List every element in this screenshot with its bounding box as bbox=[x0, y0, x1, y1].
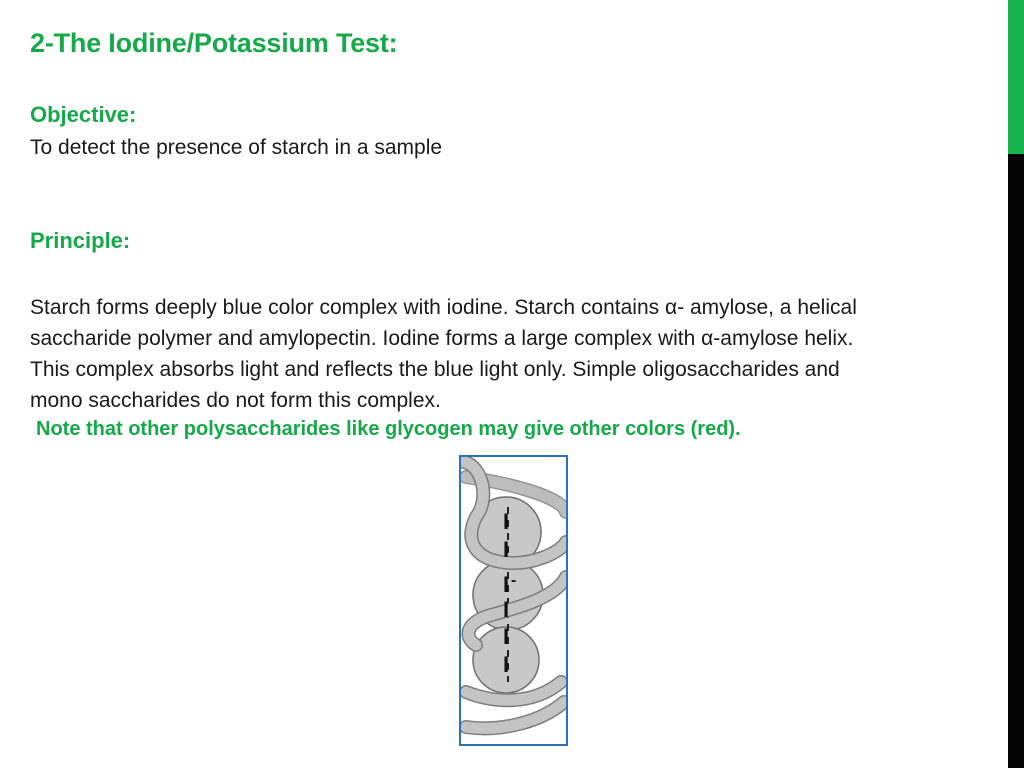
principle-line: Starch forms deeply blue color complex with iodine. Starch contains α- amylose, a helical bbox=[30, 296, 857, 319]
iodine-label: I bbox=[503, 572, 510, 597]
principle-paragraph bbox=[30, 292, 990, 416]
principle-line: mono saccharides do not form this complex. bbox=[30, 389, 441, 412]
principle-heading: Principle: bbox=[30, 228, 131, 253]
iodine-label: I bbox=[503, 509, 510, 534]
slide-title: 2-The Iodine/Potassium Test: bbox=[30, 28, 398, 58]
iodine-label: I bbox=[503, 537, 510, 562]
iodine-label: I bbox=[503, 597, 510, 622]
iodide-charge-label: - bbox=[511, 572, 517, 589]
principle-line: This complex absorbs light and reflects the blue light only. Simple oligosaccharides and bbox=[30, 358, 840, 381]
iodine-label: I bbox=[503, 652, 510, 677]
sidebar-accent-green bbox=[1008, 0, 1024, 154]
principle-line: saccharide polymer and amylopectin. Iodine forms a large complex with α-amylose helix. bbox=[30, 327, 854, 350]
glycogen-note: Note that other polysaccharides like glycogen may give other colors (red). bbox=[36, 418, 741, 440]
iodine-label: I bbox=[503, 624, 510, 649]
objective-heading: Objective: bbox=[30, 102, 137, 127]
sidebar-accent-black bbox=[1008, 154, 1024, 768]
objective-text: To detect the presence of starch in a sample bbox=[30, 136, 443, 159]
amylose-helix-icon bbox=[461, 457, 566, 744]
amylose-iodine-figure bbox=[459, 455, 568, 746]
